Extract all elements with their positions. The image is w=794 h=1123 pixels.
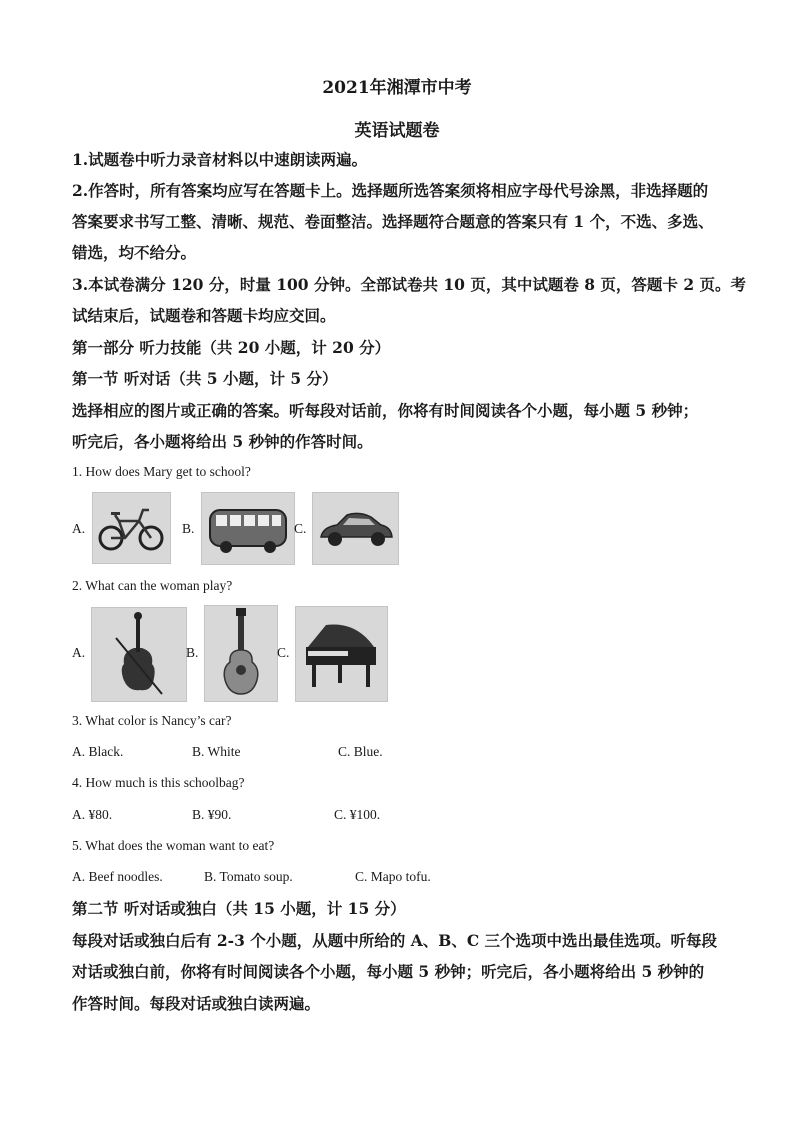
question-2-text: 2. What can the woman play? — [72, 578, 233, 593]
q1-option-a-label: A. — [72, 521, 86, 536]
violin-picture — [91, 607, 187, 702]
instruction-line: 试结束后，试题卷和答题卡均应交回。 — [72, 306, 336, 325]
instruction-line: 2.作答时，所有答案均应写在答题卡上。选择题所选答案须将相应字母代号涂黑，非选择题的 — [72, 181, 709, 200]
q4-option-c: C. ¥100. — [334, 807, 381, 822]
section2-description: 对话或独白前，你将有时间阅读各个小题，每小题 5 秒钟；听完后，各小题将给出 5 秒钟的 — [72, 962, 705, 981]
q3-option-b: B. White — [192, 744, 241, 759]
q5-option-c: C. Mapo tofu. — [355, 869, 431, 884]
instruction-line: 答案要求书写工整、清晰、规范、卷面整洁。选择题符合题意的答案只有 1 个，不选、多选、 — [72, 212, 714, 231]
q1-option-c-label: C. — [294, 521, 307, 536]
section2-description: 作答时间。每段对话或独白读两遍。 — [72, 994, 321, 1013]
q1-option-b-label: B. — [182, 521, 195, 536]
q3-option-a: A. Black. — [72, 744, 124, 759]
q2-option-a-label: A. — [72, 645, 86, 660]
question-1-text: 1. How does Mary get to school? — [72, 464, 251, 479]
bicycle-picture — [92, 492, 171, 564]
instruction-line: 错选，均不给分。 — [72, 243, 197, 262]
q4-option-b: B. ¥90. — [192, 807, 232, 822]
q5-option-a: A. Beef noodles. — [72, 869, 163, 884]
question-5-text: 5. What does the woman want to eat? — [72, 838, 275, 853]
piano-picture — [295, 606, 388, 702]
section2-description: 每段对话或独白后有 2-3 个小题，从题中所给的 A、B、C 三个选项中选出最佳选项。听每段 — [72, 931, 718, 950]
q3-option-c: C. Blue. — [338, 744, 383, 759]
guitar-picture — [204, 605, 278, 702]
section2-heading: 第二节 听对话或独白（共 15 小题，计 15 分） — [72, 899, 406, 918]
q2-option-b-label: B. — [186, 645, 199, 660]
instruction-line: 1.试题卷中听力录音材料以中速朗读两遍。 — [72, 150, 368, 169]
page-subtitle: 英语试题卷 — [354, 121, 440, 141]
question-3-text: 3. What color is Nancy’s car? — [72, 713, 232, 728]
section1-heading: 第一节 听对话（共 5 小题，计 5 分） — [72, 369, 338, 388]
q4-option-a: A. ¥80. — [72, 807, 113, 822]
q5-option-b: B. Tomato soup. — [204, 869, 293, 884]
instruction-line: 3.本试卷满分 120 分，时量 100 分钟。全部试卷共 10 页，其中试题卷 8 页，答题卡 2 页。考 — [72, 275, 746, 294]
page-title: 2021年湘潭市中考 — [322, 78, 472, 98]
car-picture — [312, 492, 399, 565]
bus-picture — [201, 492, 295, 565]
q2-option-c-label: C. — [277, 645, 290, 660]
section1-description: 听完后，各小题将给出 5 秒钟的作答时间。 — [72, 432, 373, 451]
section1-description: 选择相应的图片或正确的答案。听每段对话前，你将有时间阅读各个小题，每小题 5 秒钟； — [72, 401, 699, 420]
part1-heading: 第一部分 听力技能（共 20 小题，计 20 分） — [72, 338, 391, 357]
question-4-text: 4. How much is this schoolbag? — [72, 775, 245, 790]
